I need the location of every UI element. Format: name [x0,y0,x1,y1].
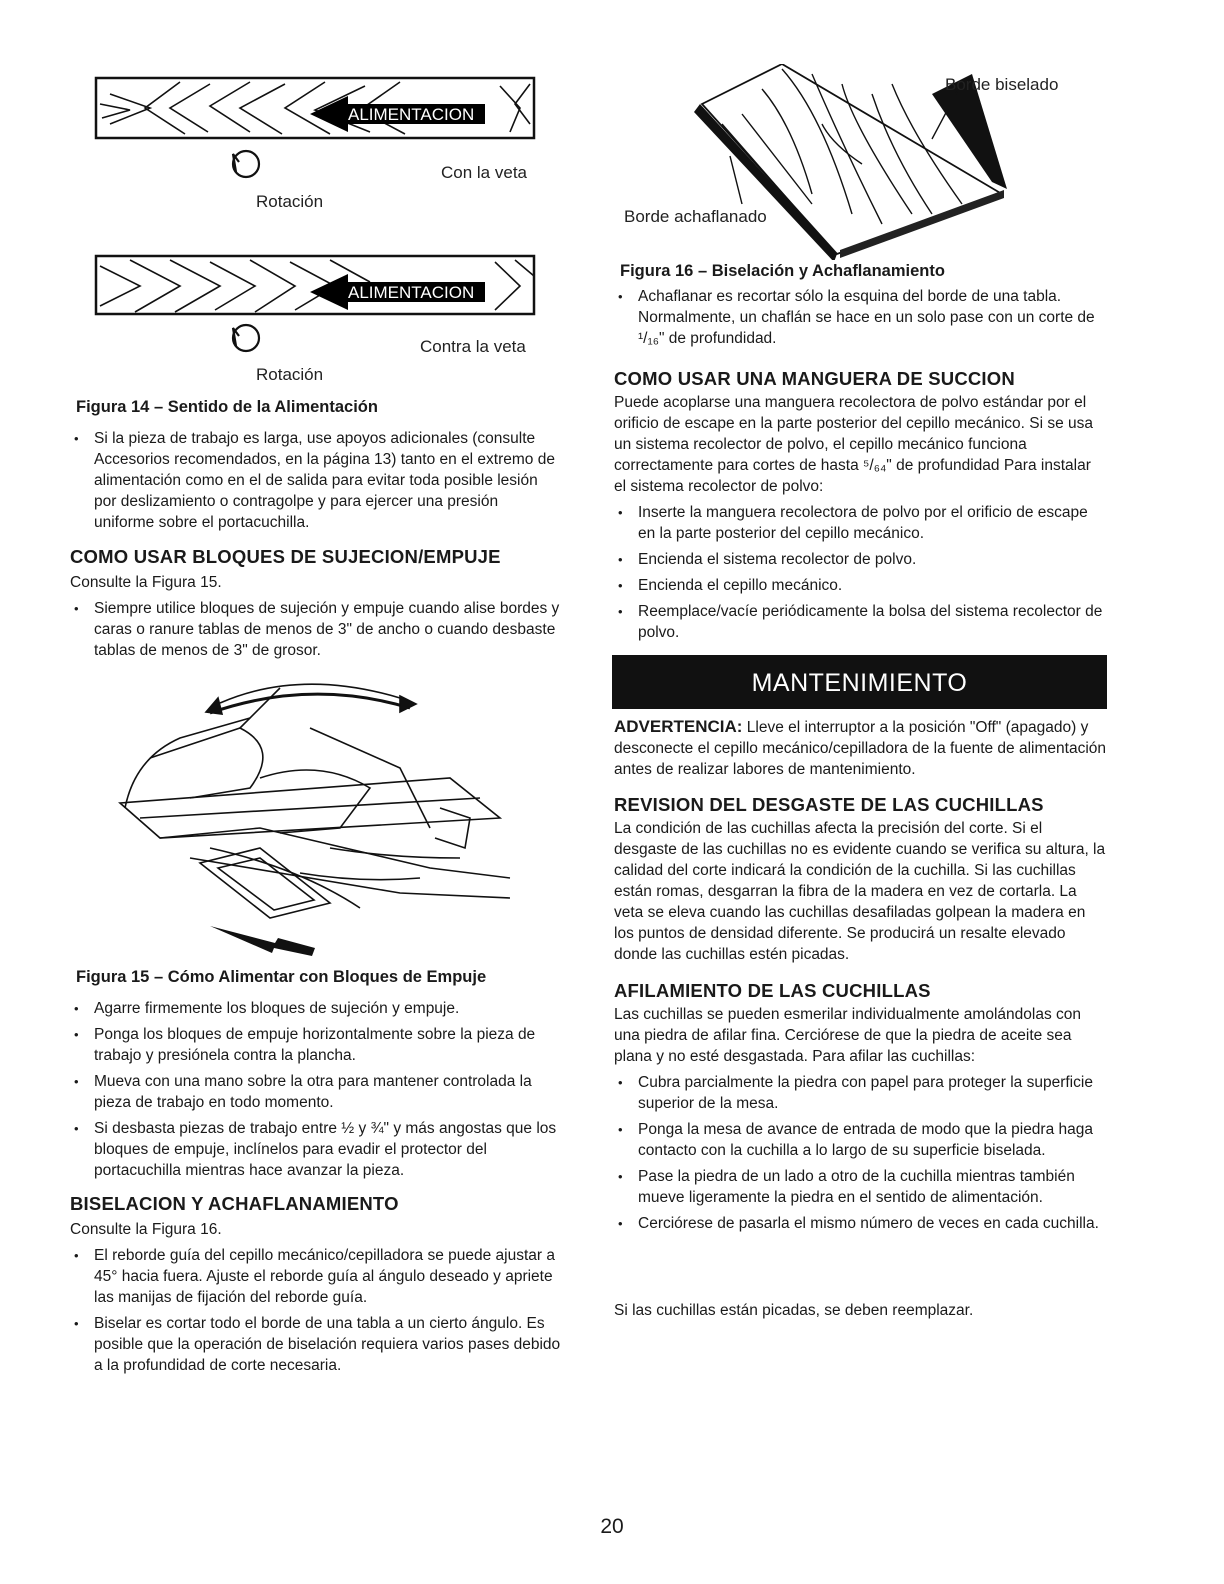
label-chamfer-edge: Borde achaflanado [624,207,767,226]
list-item: • Si desbasta piezas de trabajo entre ½ y ¾" y más angostas que los bloques de empuje, inclínelos para evadir el protector del portacuchilla mientras hace avanzar la pieza. [68,1118,564,1181]
figure-16-caption: Figura 16 – Biselación y Achaflanamiento [620,262,945,280]
chamfer-list [612,286,1108,354]
warning-text: Lleve el interruptor a la posición "Off" (apagado) y desconecte el cepillo mecánico/cepilladora de la fuente de alimentación antes de realizar labores de mantenimiento. [614,719,1107,778]
figure-15-push-blocks [100,668,520,968]
push-blocks-intro: Consulte la Figura 15. [70,574,222,591]
list-item: • Agarre firmemente los bloques de sujeción y empuje. [68,998,564,1019]
rotation-label-top: Rotación [256,192,324,211]
list-item: • Biselar es cortar todo el borde de una tabla a un cierto ángulo. Es posible que la operación de biselación requiera varios pases debido a la profundidad de corte necesaria. [68,1313,564,1376]
sharpen-footer: Si las cuchillas están picadas, se deben reemplazar. [614,1302,974,1319]
blade-wear-text: La condición de las cuchillas afecta la precisión del corte. Si el desgaste de las cuchillas no es evidente cuando se verifica su altura, la calidad del corte indicará la condición de la cuchilla. Si las cuchillas están romas, desgarran la fibra de la madera en vez de cortarla. La veta se eleva cuando las cuchillas desafiladas golpean la madera en los puntos de densidad diferente. Se producirá un resalte elevado donde las cuchillas estén picadas. [614,820,1106,963]
figure-14-caption: Figura 14 – Sentido de la Alimentación [76,398,378,416]
push-blocks-list [68,598,560,666]
figure-15-caption: Figura 15 – Cómo Alimentar con Bloques de Empuje [76,968,487,986]
against-grain-label: Contra la veta [420,337,526,356]
suction-text: Puede acoplarse una manguera recolectora de polvo estándar por el orificio de escape en la parte posterior del cepillo mecánico. Si se usa un sistema recolector de polvo, el cepillo mecánico funciona correctamente para cortes de hasta ⁵/₆₄" de profundidad Para instalar el sistema recolector de polvo: [614,394,1094,495]
list-item: • Si la pieza de trabajo es larga, use apoyos adicionales (consulte Accesorios recomendados, en la página 13) tanto en el extremo de alimentación como en el de salida para evitar toda posible lesión por deslizamiento o contragolpe y para ejercer una presión uniforme sobre el portacuchilla. [68,428,560,533]
with-grain-label: Con la veta [441,163,527,182]
sharpen-heading: AFILAMIENTO DE LAS CUCHILLAS [614,980,931,1001]
list-item: • Ponga los bloques de empuje horizontalmente sobre la pieza de trabajo y presiónela contra la plancha. [68,1024,564,1066]
list-item: • Pase la piedra de un lado a otro de la cuchilla mientras también mueve ligeramente la piedra en el sentido de alimentación. [612,1166,1106,1208]
suction-list [612,502,1106,648]
feed-label-top: ALIMENTACION [348,105,475,124]
warning-paragraph [614,716,1106,780]
sharpen-list [612,1072,1106,1239]
feed-label-bottom: ALIMENTACION [348,283,475,302]
list-item: • Ponga la mesa de avance de entrada de modo que la piedra haga contacto con la cuchilla a lo largo de su superficie biselada. [612,1119,1106,1161]
figure-16-bevel-chamfer [612,64,1092,260]
sharpen-text: Las cuchillas se pueden esmerilar individualmente amolándolas con una piedra de afilar fina. Cerciórese de que la piedra de aceite sea plana y no esté desgastada. Para afilar las cuchillas: [614,1006,1081,1065]
list-item: • Reemplace/vacíe periódicamente la bolsa del sistema recolector de polvo. [612,601,1106,643]
list-item: • Cerciórese de pasarla el mismo número de veces en cada cuchilla. [612,1213,1106,1234]
bevel-list [68,1245,564,1381]
list-item: • Encienda el sistema recolector de polvo. [612,549,1106,570]
push-feed-list [68,998,564,1186]
page-number: 20 [600,1515,624,1538]
list-item: • Achaflanar es recortar sólo la esquina del borde de una tabla. Normalmente, un chaflán se hace en un solo pase con un corte de ¹/₁₆" de profundidad. [612,286,1108,349]
suction-heading: COMO USAR UNA MANGUERA DE SUCCION [614,368,1015,389]
list-item: • Mueva con una mano sobre la otra para mantener controlada la pieza de trabajo en todo momento. [68,1071,564,1113]
rotation-label-bottom: Rotación [256,365,324,384]
list-item: • Cubra parcialmente la piedra con papel para proteger la superficie superior de la mesa. [612,1072,1106,1114]
figure-14-with-grain [90,74,540,219]
list-item: • Siempre utilice bloques de sujeción y empuje cuando alise bordes y caras o ranure tablas de menos de 3" de ancho o cuando desbaste tablas de menos de 3" de grosor. [68,598,560,661]
blade-wear-heading: REVISION DEL DESGASTE DE LAS CUCHILLAS [614,794,1044,815]
label-bevel-edge: Borde biselado [945,75,1059,94]
bevel-heading: BISELACION Y ACHAFLANAMIENTO [70,1193,399,1214]
list-item: • Inserte la manguera recolectora de polvo por el orificio de escape en la parte posterior del cepillo mecánico. [612,502,1106,544]
maintenance-banner: MANTENIMIENTO [612,655,1107,709]
figure-14-against-grain [90,252,540,387]
bevel-intro: Consulte la Figura 16. [70,1221,222,1238]
list-item: • El reborde guía del cepillo mecánico/cepilladora se puede ajustar a 45° hacia fuera. Ajuste el reborde guía al ángulo deseado y apriete las manijas de fijación del reborde guía. [68,1245,564,1308]
list-item: • Encienda el cepillo mecánico. [612,575,1106,596]
warning-label: ADVERTENCIA: [614,717,743,736]
long-workpiece-list [68,428,560,538]
push-blocks-heading: COMO USAR BLOQUES DE SUJECION/EMPUJE [70,546,501,567]
